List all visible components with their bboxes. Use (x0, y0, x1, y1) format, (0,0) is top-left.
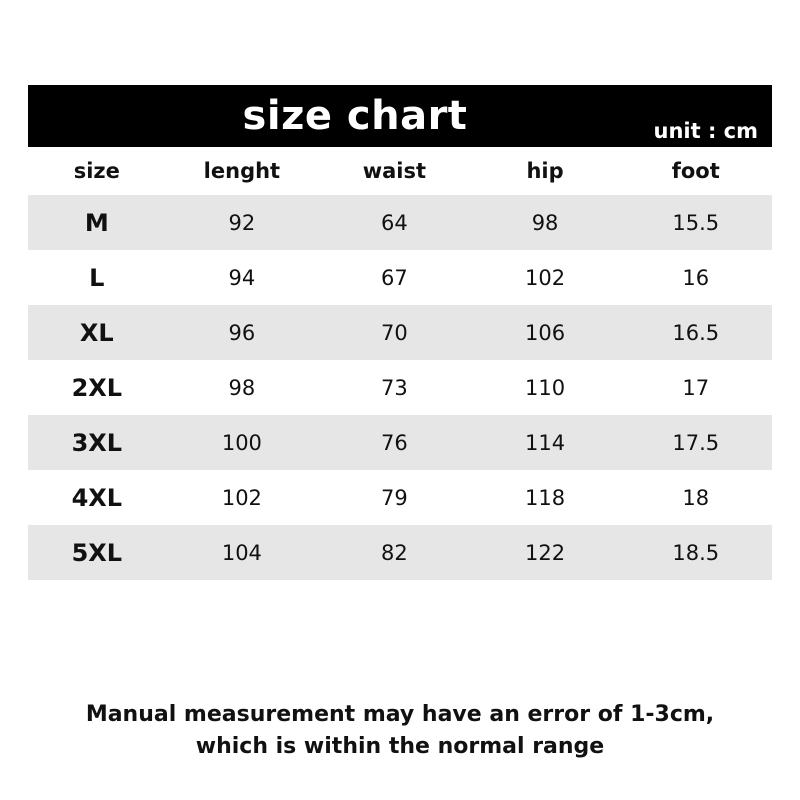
cell-lenght: 92 (166, 195, 319, 250)
cell-waist: 67 (318, 250, 471, 305)
table-row (28, 305, 772, 360)
cell-size: L (28, 250, 166, 305)
cell-size: M (28, 195, 166, 250)
column-header-foot: foot (619, 147, 772, 195)
cell-hip: 110 (471, 360, 620, 415)
table-row (28, 470, 772, 525)
cell-foot: 18 (619, 470, 772, 525)
note-line-2: which is within the normal range (195, 733, 605, 759)
cell-waist: 70 (318, 305, 471, 360)
cell-hip: 106 (471, 305, 620, 360)
cell-hip: 98 (471, 195, 620, 250)
table-row (28, 525, 772, 580)
cell-foot: 18.5 (619, 525, 772, 580)
cell-waist: 64 (318, 195, 471, 250)
cell-waist: 73 (318, 360, 471, 415)
cell-size: XL (28, 305, 166, 360)
cell-hip: 102 (471, 250, 620, 305)
cell-hip: 114 (471, 415, 620, 470)
table-row (28, 250, 772, 305)
cell-lenght: 104 (166, 525, 319, 580)
size-chart-table (28, 147, 772, 580)
table-row (28, 415, 772, 470)
table-header-row (28, 147, 772, 195)
cell-waist: 76 (318, 415, 471, 470)
table-row (28, 360, 772, 415)
cell-waist: 79 (318, 470, 471, 525)
table-row (28, 195, 772, 250)
size-chart (28, 85, 772, 759)
cell-foot: 16 (619, 250, 772, 305)
cell-hip: 118 (471, 470, 620, 525)
note-line-1: Manual measurement may have an error of 1-3cm, (85, 702, 715, 727)
cell-size: 2XL (28, 360, 166, 415)
cell-waist: 82 (318, 525, 471, 580)
cell-foot: 17.5 (619, 415, 772, 470)
cell-foot: 15.5 (619, 195, 772, 250)
cell-lenght: 94 (166, 250, 319, 305)
cell-size: 4XL (28, 470, 166, 525)
cell-lenght: 98 (166, 360, 319, 415)
column-header-waist: waist (318, 147, 471, 195)
column-header-lenght: lenght (166, 147, 319, 195)
cell-hip: 122 (471, 525, 620, 580)
cell-foot: 17 (619, 360, 772, 415)
column-header-size: size (28, 147, 166, 195)
table-header (28, 147, 772, 195)
chart-header-band (28, 85, 772, 147)
cell-size: 3XL (28, 415, 166, 470)
unit-label: unit : cm (653, 119, 758, 143)
cell-size: 5XL (28, 525, 166, 580)
cell-lenght: 100 (166, 415, 319, 470)
measurement-note (28, 699, 772, 763)
cell-foot: 16.5 (619, 305, 772, 360)
cell-lenght: 96 (166, 305, 319, 360)
column-header-hip: hip (471, 147, 620, 195)
table-body (28, 195, 772, 580)
chart-title: size chart (242, 93, 468, 139)
cell-lenght: 102 (166, 470, 319, 525)
